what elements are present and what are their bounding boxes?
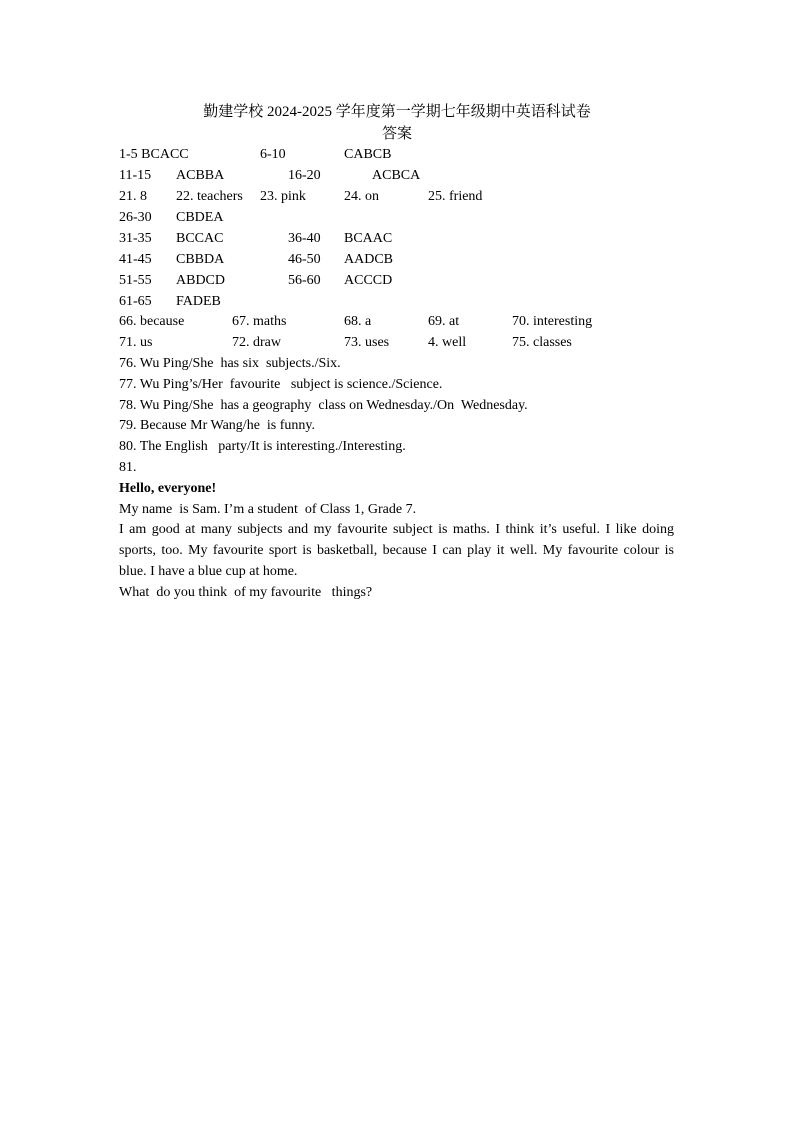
- answer-item: 24. on: [344, 189, 379, 204]
- answer-range: 56-60: [288, 273, 321, 288]
- answer-range: 41-45: [119, 252, 152, 267]
- answer-item: 70. interesting: [512, 314, 593, 329]
- answer-value: ACCCD: [344, 273, 393, 288]
- answer-range: 6-10: [260, 147, 286, 162]
- answer-range: 26-30: [119, 210, 152, 225]
- answer-item: 66. because: [119, 314, 185, 329]
- answer-value: CBDEA: [176, 210, 224, 225]
- answer-item: 73. uses: [344, 335, 390, 350]
- essay-line: My name is Sam. I’m a student of Class 1, Grade 7.: [119, 502, 417, 517]
- answer-range: 11-15: [119, 168, 152, 183]
- answer-value: CABCB: [344, 147, 392, 162]
- answer-number: 81.: [119, 460, 137, 475]
- answer-item: 71. us: [119, 335, 153, 350]
- answer-item: 23. pink: [260, 189, 306, 204]
- answer-value: ACBCA: [372, 168, 421, 183]
- answer-value: CBBDA: [176, 252, 225, 267]
- answer-sentence: 78. Wu Ping/She has a geography class on Wednesday./On Wednesday.: [119, 398, 528, 413]
- answer-item: 67. maths: [232, 314, 287, 329]
- answer-item: 72. draw: [232, 335, 281, 350]
- answer-range: 1-5 BCACC: [119, 147, 189, 162]
- answer-item: 68. a: [344, 314, 372, 329]
- answer-item: 75. classes: [512, 335, 572, 350]
- answer-value: FADEB: [176, 294, 221, 309]
- answer-item: 69. at: [428, 314, 460, 329]
- answer-value: AADCB: [344, 252, 394, 267]
- answer-range: 61-65: [119, 294, 152, 309]
- answer-item: 22. teachers: [176, 189, 243, 204]
- answer-value: ABDCD: [176, 273, 226, 288]
- page-title: 勤建学校 2024-2025 学年度第一学期七年级期中英语科试卷: [203, 104, 591, 120]
- answer-value: ACBBA: [176, 168, 225, 183]
- answer-range: 36-40: [288, 231, 321, 246]
- answer-value: BCAAC: [344, 231, 393, 246]
- answer-range: 16-20: [288, 168, 321, 183]
- answer-range: 46-50: [288, 252, 321, 267]
- essay-paragraph: I am good at many subjects and my favourite subject is maths. I think it’s useful. I like doing sports, too. My favourite sport is basketball, because I can play it well. My favourite colour is blue. I have a blue cup at home.: [119, 522, 674, 579]
- answer-value: BCCAC: [176, 231, 224, 246]
- answer-range: 51-55: [119, 273, 152, 288]
- answer-item: 4. well: [428, 335, 467, 350]
- answer-item: 21. 8: [119, 189, 147, 204]
- answer-sentence: 77. Wu Ping’s/Her favourite subject is science./Science.: [119, 377, 443, 392]
- essay-greeting: Hello, everyone!: [119, 481, 217, 496]
- essay-closing: What do you think of my favourite things?: [119, 585, 373, 600]
- answer-sentence: 76. Wu Ping/She has six subjects./Six.: [119, 356, 341, 371]
- page-subtitle: 答案: [381, 126, 412, 142]
- answer-item: 25. friend: [428, 189, 483, 204]
- answer-range: 31-35: [119, 231, 152, 246]
- answer-sentence: 80. The English party/It is interesting./Interesting.: [119, 439, 406, 454]
- answer-sentence: 79. Because Mr Wang/he is funny.: [119, 418, 315, 433]
